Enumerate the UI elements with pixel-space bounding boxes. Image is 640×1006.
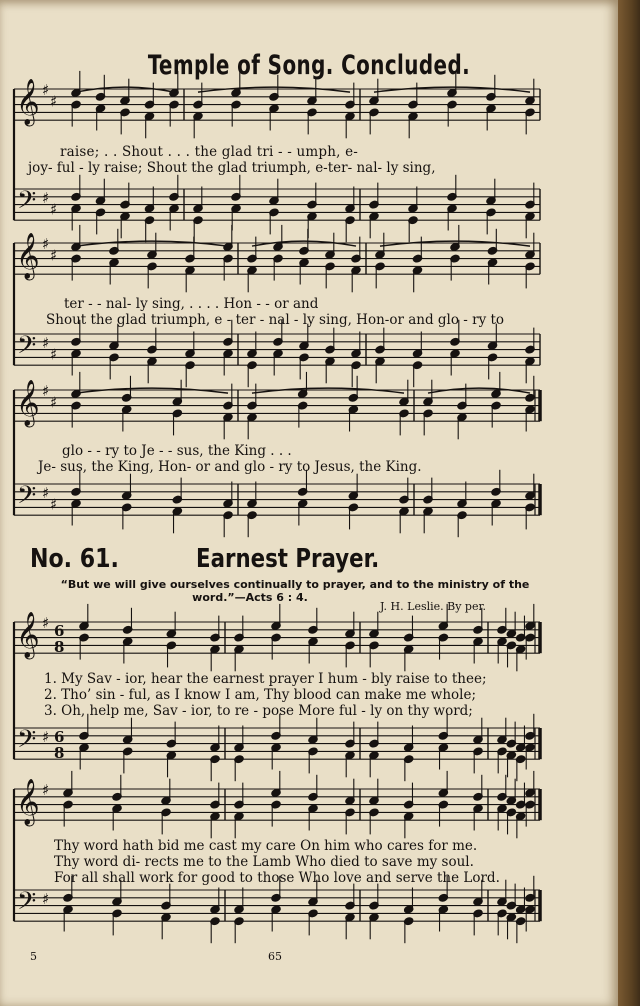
bass-clef: 𝄢 (17, 887, 37, 922)
sharp-sign: ♯ (42, 889, 50, 908)
bass-clef: 𝄢 (17, 331, 37, 366)
treble-clef: 𝄞 (16, 380, 40, 426)
sharp-sign: ♯ (42, 727, 50, 746)
tie-arc (76, 241, 228, 246)
lyric-h-l1-v2: 2. Tho’ sin - ful, as I know I am, Thy blood can make me whole; (44, 687, 477, 703)
lyric-s1-l2-v2: Shout the glad triumph, e - ter - nal - ly sing, Hon-or and glo - ry to (46, 312, 505, 328)
lyric-s1-l2-v1: ter - - nal- ly sing, . . . . Hon - - or and (64, 296, 319, 312)
lyric-h-l1-v1: 1. My Sav - ior, hear the earnest prayer I hum - bly raise to thee; (44, 671, 487, 687)
page-title: Temple of Song. Concluded. (147, 50, 471, 81)
sharp-sign: ♯ (42, 781, 50, 799)
sharp-sign: ♯ (42, 81, 50, 99)
tie-arc (76, 388, 228, 393)
sharp-sign: ♯ (50, 495, 58, 514)
tie-arc (198, 87, 350, 92)
scripture-line-1: “But we will give ourselves continually to prayer, and to the ministry of the (60, 578, 530, 591)
lyric-h-l2-v3: For all shall work for good to those Who love and serve the Lord. (54, 870, 500, 886)
footer-mark: 5 (30, 950, 37, 963)
bass-clef: 𝄢 (17, 725, 37, 760)
hymn-author: J. H. Leslie. By per. (380, 600, 487, 613)
book-edge (618, 0, 640, 1006)
page-number: 65 (268, 950, 282, 963)
bass-clef: 𝄢 (17, 186, 37, 221)
sharp-sign: ♯ (42, 382, 50, 400)
lyric-s1-l1-v1: raise; . . Shout . . . the glad tri - - umph, e- (60, 144, 359, 160)
sharp-sign: ♯ (50, 200, 58, 219)
sharp-sign: ♯ (42, 235, 50, 253)
lyric-s1-l3-v2: Je- sus, the King, Hon- or and glo - ry to Jesus, the King. (38, 459, 422, 475)
treble-clef: 𝄞 (16, 612, 40, 658)
lyric-h-l2-v2: Thy word di- rects me to the Lamb Who died to save my soul. (54, 854, 474, 870)
time-sig-bottom: 8 (54, 744, 65, 762)
time-sig-top: 6 (54, 622, 65, 640)
treble-clef: 𝄞 (16, 779, 40, 825)
time-sig-bottom: 8 (54, 638, 65, 656)
sharp-sign: ♯ (42, 333, 50, 352)
tie-arc (252, 388, 404, 393)
hymn-number: No. 61. (30, 544, 119, 574)
lyric-s1-l1-v2: joy- ful - ly raise; Shout the glad triumph, e-ter- nal- ly sing, (28, 160, 436, 176)
sharp-sign: ♯ (42, 483, 50, 502)
lyric-s1-l3-v1: glo - - ry to Je - - sus, the King . . . (62, 443, 292, 459)
hymn-title: Earnest Prayer. (196, 544, 380, 574)
scripture-line-2: word.”—Acts 6 : 4. (192, 591, 308, 604)
sharp-sign: ♯ (42, 188, 50, 207)
sharp-sign: ♯ (50, 246, 58, 265)
lyric-h-l2-v1: Thy word hath bid me cast my care On him who cares for me. (54, 838, 478, 854)
time-sig-top: 6 (54, 728, 65, 746)
sharp-sign: ♯ (50, 393, 58, 412)
tie-arc (428, 388, 530, 393)
sharp-sign: ♯ (50, 345, 58, 364)
tie-arc (252, 241, 356, 246)
treble-clef: 𝄞 (16, 79, 40, 125)
sharp-sign: ♯ (42, 614, 50, 632)
lyric-h-l1-v3: 3. Oh, help me, Sav - ior, to re - pose More ful - ly on thy word; (44, 703, 473, 719)
treble-clef: 𝄞 (16, 233, 40, 279)
tie-arc (76, 87, 174, 92)
bass-clef: 𝄢 (17, 481, 37, 516)
sharp-sign: ♯ (50, 92, 58, 111)
